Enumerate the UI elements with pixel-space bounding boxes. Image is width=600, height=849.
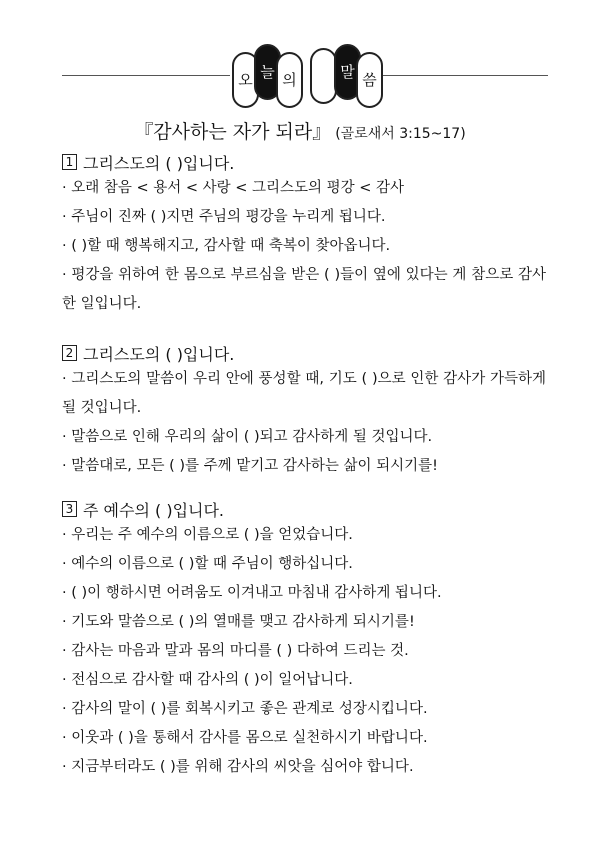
section-number-box: 2: [62, 345, 77, 361]
list-item: · 감사의 말이 ( )를 회복시키고 좋은 관계로 성장시킵니다.: [62, 701, 428, 717]
header-pill-blank: [310, 48, 337, 104]
section-3: [62, 497, 546, 782]
section-heading: [62, 497, 546, 521]
header-rule-left: [62, 75, 230, 76]
section-heading-text: 주 예수의 ( )입니다.: [83, 500, 225, 520]
section-heading: [62, 150, 546, 174]
section-number-box: 1: [62, 154, 77, 170]
list-item: · 예수의 이름으로 ( )할 때 주님이 행하십니다.: [62, 556, 353, 572]
list-item: · 말씀대로, 모든 ( )를 주께 맡기고 감사하는 삶이 되시기를!: [62, 458, 438, 474]
list-item: · 말씀으로 인해 우리의 삶이 ( )되고 감사하게 될 것입니다.: [62, 429, 433, 445]
section-heading-text: 그리스도의 ( )입니다.: [83, 153, 235, 173]
list-item: · 주님이 진짜 ( )지면 주님의 평강을 누리게 됩니다.: [62, 209, 386, 225]
list-item: · 감사는 마음과 말과 몸의 마디를 ( ) 다하여 드리는 것.: [62, 643, 409, 659]
header-pill-5: 말: [334, 44, 361, 100]
list-item: · 그리스도의 말씀이 우리 안에 풍성할 때, 기도 ( )으로 인한 감사가 가득하게 될 것입니다.: [62, 371, 546, 416]
section-2: [62, 341, 546, 481]
section-heading: [62, 341, 546, 365]
sermon-title: [0, 117, 600, 144]
header-pill-2: 늘: [254, 44, 281, 100]
header-pill-6: 씀: [356, 52, 383, 108]
list-item: · 평강을 위하여 한 몸으로 부르심을 받은 ( )들이 옆에 있다는 게 참으로 감사한 일입니다.: [62, 267, 546, 312]
title-reference: (골로새서 3:15~17): [335, 126, 466, 142]
header-pill-1: 오: [232, 52, 259, 108]
list-item: · 이웃과 ( )을 통해서 감사를 몸으로 실천하시기 바랍니다.: [62, 730, 428, 746]
header-rule-right: [372, 75, 548, 76]
list-item: · 전심으로 감사할 때 감사의 ( )이 일어납니다.: [62, 672, 353, 688]
section-number-box: 3: [62, 501, 77, 517]
list-item: · 오래 참음 < 용서 < 사랑 < 그리스도의 평강 < 감사: [62, 180, 405, 196]
section-heading-text: 그리스도의 ( )입니다.: [83, 344, 235, 364]
list-item: · ( )이 행하시면 어려움도 이겨내고 마침내 감사하게 됩니다.: [62, 585, 442, 601]
todays-word-header: [0, 44, 600, 106]
list-item: · 기도와 말씀으로 ( )의 열매를 맺고 감사하게 되시기를!: [62, 614, 415, 630]
list-item: · ( )할 때 행복해지고, 감사할 때 축복이 찾아옵니다.: [62, 238, 391, 254]
header-pill-3: 의: [276, 52, 303, 108]
title-main: 『감사하는 자가 되라』: [134, 121, 332, 143]
list-item: · 지금부터라도 ( )를 위해 감사의 씨앗을 심어야 합니다.: [62, 759, 414, 775]
list-item: · 우리는 주 예수의 이름으로 ( )을 얻었습니다.: [62, 527, 353, 543]
section-1: [62, 150, 546, 319]
